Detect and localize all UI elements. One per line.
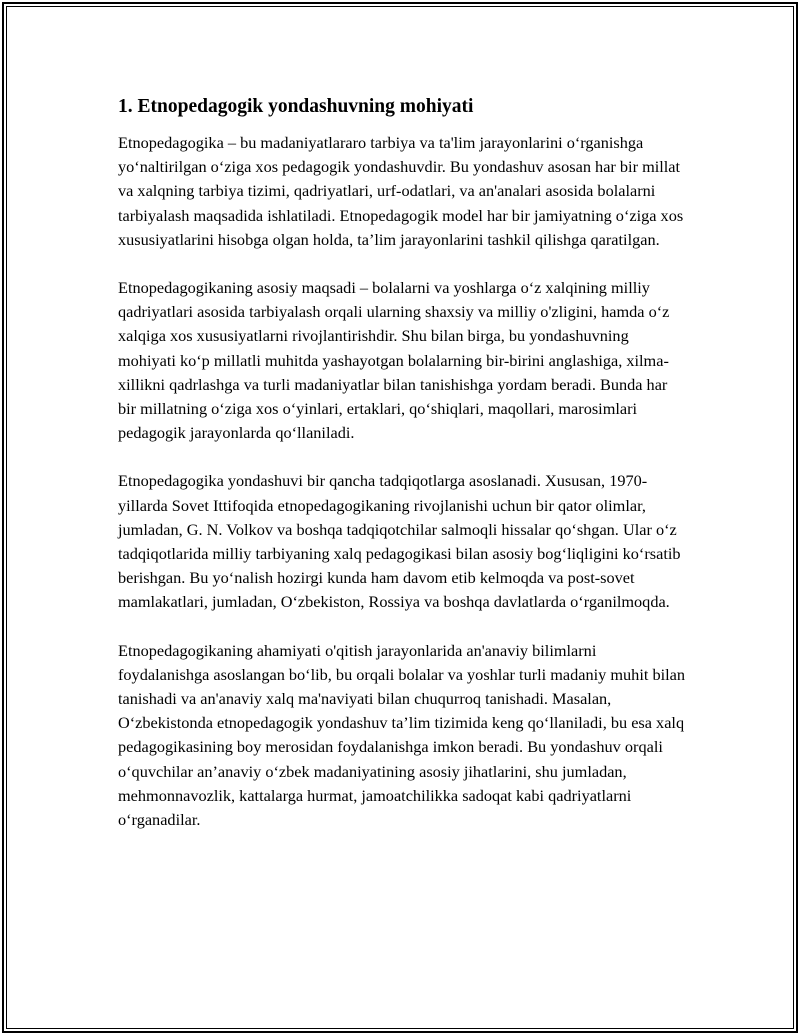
paragraph-1: Etnopedagogika – bu madaniyatlararo tarbiya va ta'lim jarayonlarini o‘rganishga yo‘naltirilgan o‘ziga xos pedagogik yondashuvdir. Bu yondashuv asosan har bir millat va xalqning tarbiya tizimi, qadriyatlari, urf-odatlari, va an'analari asosida bolalarni tarbiyalash maqsadida ishlatiladi. Etnopedagogik model har bir jamiyatning o‘ziga xos xususiyatlarini hisobga olgan holda, ta’lim jarayonlarini tashkil qilishga qaratilgan. [118,133,684,249]
section-heading: 1. Etnopedagogik yondashuvning mohiyati [118,96,474,117]
paragraph-4: Etnopedagogikaning ahamiyati o'qitish jarayonlarida an'anaviy bilimlarni foydalanishga asoslangan bo‘lib, bu orqali bolalar va yoshlar turli madaniy muhit bilan tanishadi va an'anaviy xalq ma'naviyati bilan chuqurroq tanishadi. Masalan, O‘zbekistonda etnopedagogik yondashuv ta’lim tizimida keng qo‘llaniladi, bu esa xalq pedagogikasining boy merosidan foydalanishga imkon beradi. Bu yondashuv orqali o‘quvchilar an’anaviy o‘zbek madaniyatining asosiy jihatlarini, shu jumladan, mehmonnavozlik, kattalarga hurmat, jamoatchilikka sadoqat kabi qadriyatlarni o‘rganadilar. [118,640,685,830]
document-body [118,95,688,856]
paragraph-2: Etnopedagogikaning asosiy maqsadi – bolalarni va yoshlarga o‘z xalqining milliy qadriyatlari asosida tarbiyalash orqali ularning shaxsiy va milliy o'zligini, hamda o‘z xalqiga xos xususiyatlarni rivojlantirishdir. Shu bilan birga, bu yondashuvning mohiyati ko‘p millatli muhitda yashayotgan bolalarning bir-birini anglashiga, xilma-xillikni qadrlashga va turli madaniyatlar bilan tanishishga yordam beradi. Bunda har bir millatning o‘ziga xos o‘yinlari, ertaklari, qo‘shiqlari, maqollari, marosimlari pedagogik jarayonlarda qo‘llaniladi. [118,278,670,443]
paragraph-3: Etnopedagogika yondashuvi bir qancha tadqiqotlarga asoslanadi. Xususan, 1970-yillarda Sovet Ittifoqida etnopedagogikaning rivojlanishi uchun bir qator olimlar, jumladan, G. N. Volkov va boshqa tadqiqotchilar salmoqli hissalar qo‘shgan. Ular o‘z tadqiqotlarida milliy tarbiyaning xalq pedagogikasi bilan asosiy bog‘liqligini ko‘rsatib berishgan. Bu yo‘nalish hozirgi kunda ham davom etib kelmoqda va post-sovet mamlakatlari, jumladan, O‘zbekiston, Rossiya va boshqa davlatlarda o‘rganilmoqda. [118,471,681,612]
